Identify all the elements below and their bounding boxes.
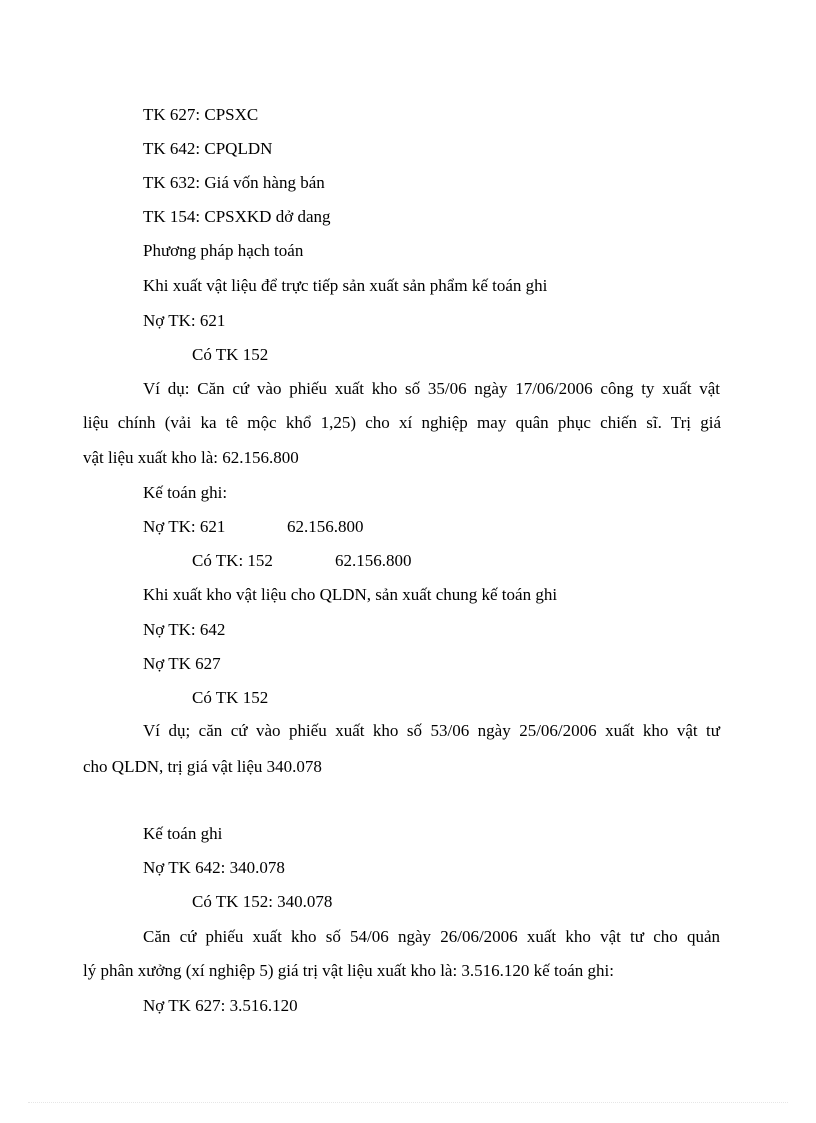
example-paragraph-line: vật liệu xuất kho là: 62.156.800 <box>83 448 299 467</box>
debit-account: Nợ TK: 621 <box>143 517 226 536</box>
section-heading: Phương pháp hạch toán <box>143 241 304 260</box>
example-text: Ví dụ: Căn cứ vào phiếu xuất kho số 35/06 ngày 17/06/2006 công ty xuất vật <box>143 379 720 398</box>
debit-entry: Nợ TK 627: 3.516.120 <box>143 996 298 1015</box>
example-paragraph-line <box>143 720 720 742</box>
paragraph-line: Khi xuất vật liệu để trực tiếp sản xuất sản phẩm kế toán ghi <box>143 276 548 295</box>
account-154-line: TK 154: CPSXKD dở dang <box>143 207 331 226</box>
example-paragraph-line <box>83 412 721 434</box>
credit-entry: Có TK 152: 340.078 <box>192 892 333 911</box>
account-627-line: TK 627: CPSXC <box>143 105 259 124</box>
accounting-entry-heading: Kế toán ghi: <box>143 483 228 502</box>
account-632-line: TK 632: Giá vốn hàng bán <box>143 173 325 192</box>
debit-entry: Nợ TK 642: 340.078 <box>143 858 285 877</box>
debit-entry-row <box>143 516 443 538</box>
paragraph-text: Căn cứ phiếu xuất kho số 54/06 ngày 26/06/2006 xuất kho vật tư cho quản <box>143 927 720 946</box>
debit-entry: Nợ TK 627 <box>143 654 221 673</box>
page-divider <box>28 1102 788 1103</box>
credit-amount: 62.156.800 <box>335 551 412 570</box>
paragraph-line: lý phân xưởng (xí nghiệp 5) giá trị vật liệu xuất kho là: 3.516.120 kế toán ghi: <box>83 961 614 980</box>
example-paragraph-line: cho QLDN, trị giá vật liệu 340.078 <box>83 757 322 776</box>
paragraph-line <box>143 926 720 948</box>
example-text: Ví dụ; căn cứ vào phiếu xuất kho số 53/06 ngày 25/06/2006 xuất kho vật tư <box>143 721 720 740</box>
debit-entry: Nợ TK: 621 <box>143 311 226 330</box>
credit-entry-row <box>192 550 492 572</box>
account-642-line: TK 642: CPQLDN <box>143 139 273 158</box>
example-paragraph-line <box>143 378 720 400</box>
credit-entry: Có TK 152 <box>192 688 269 707</box>
paragraph-line: Khi xuất kho vật liệu cho QLDN, sản xuất chung kế toán ghi <box>143 585 558 604</box>
credit-account: Có TK: 152 <box>192 551 273 570</box>
example-text: liệu chính (vải ka tê mộc khổ 1,25) cho xí nghiệp may quân phục chiến sĩ. Trị giá <box>83 413 721 432</box>
credit-entry: Có TK 152 <box>192 345 269 364</box>
debit-entry: Nợ TK: 642 <box>143 620 226 639</box>
accounting-entry-heading: Kế toán ghi <box>143 824 223 843</box>
debit-amount: 62.156.800 <box>287 517 364 536</box>
